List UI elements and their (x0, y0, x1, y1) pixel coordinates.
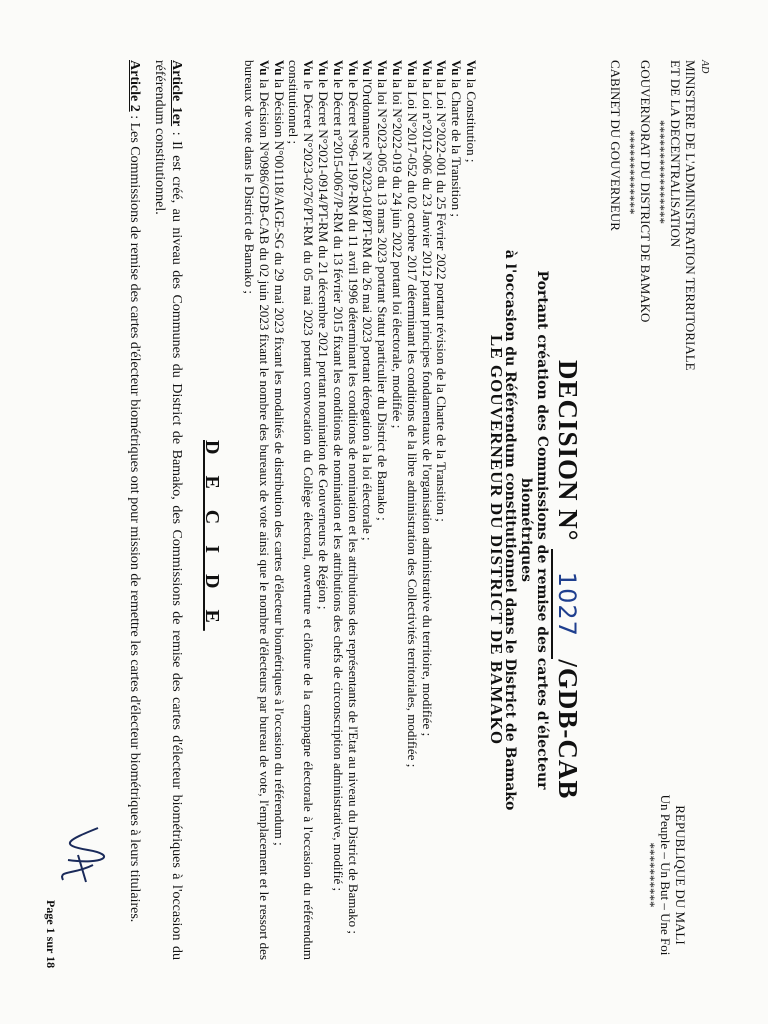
vu-item (404, 60, 419, 960)
decision-subtitle (502, 230, 550, 830)
cabinet-label: CABINET DU GOUVERNEUR (608, 60, 623, 231)
vu-keyword: Vu (464, 60, 479, 76)
vu-item (286, 60, 316, 960)
vu-text: la Loi n°2012-006 du 23 Janvier 2012 portant principes fondamentaux de l'organisation administrative du territoire, modifiée ; (419, 75, 435, 737)
vu-text: le Décret N°2023-0276/PT-RM du 05 mai 2023 portant convocation du Collège électoral, ouverture et clôture de la campagne électorale à l'occasion du référendum constitutionnel ; (286, 60, 317, 960)
decision-title (551, 360, 583, 799)
country-name: REPUBLIQUE DU MALI (673, 805, 688, 945)
vu-text: la Loi N°2017-052 du 02 octobre 2017 déterminant les conditions de la libre administration des Collectivités territoriales, modifiée ; (404, 75, 420, 768)
page-number: Page 1 sur 18 (44, 900, 58, 969)
vu-keyword: Vu (256, 60, 272, 76)
national-motto: Un Peuple – Un But – Une Foi (658, 794, 673, 956)
decision-prefix: DECISION N° (553, 360, 583, 542)
vu-text: la Charte de la Transition ; (449, 75, 465, 217)
vu-keyword: Vu (419, 60, 435, 76)
vu-item (271, 60, 286, 960)
vu-keyword: Vu (449, 60, 465, 76)
vu-text: la loi N°2022-019 du 24 juin 2022 portant loi électorale, modifiée ; (390, 75, 406, 429)
vu-item (419, 60, 434, 960)
vu-keyword: Vu (330, 60, 346, 76)
vu-item (330, 60, 345, 960)
signature-mark (43, 820, 108, 890)
vu-keyword: Vu (390, 60, 406, 76)
vu-text: le Décret N°2021-0914/PT-RM du 21 décembre 2021 portant nomination de Gouverneurs de Région ; (316, 75, 332, 610)
decide-heading: D E C I D E (201, 440, 223, 631)
decision-suffix: /GDB-CAB (553, 659, 583, 800)
vu-text: la Décision N°001118/AIGE-SG du 29 mai 2023 fixant les modalités de distribution des cartes d'électeur biométriques à l'occasion du référendum ; (271, 75, 287, 846)
article-2 (126, 60, 143, 960)
vu-text: la loi N°2023-005 du 13 mars 2023 portant Statut particulier du District de Bamako ; (375, 75, 391, 521)
vu-item (315, 60, 330, 960)
subtitle-line: Portant création des Commissions de remise des cartes d'électeur biométriques (518, 270, 550, 790)
margin-mark: AD (699, 60, 710, 74)
vu-keyword: Vu (434, 60, 450, 76)
header-stars: ********** (643, 842, 658, 908)
ministry-line2: ET DE LA DECENTRALISATION (668, 60, 683, 248)
ministry-line1: MINISTERE DE L'ADMINISTRATION TERRITORIALE (683, 60, 698, 371)
article-1 (151, 60, 185, 960)
vu-item (360, 60, 375, 960)
vu-item (374, 60, 389, 960)
header-left (608, 60, 698, 390)
header-stars: **************** (653, 120, 668, 224)
article-label: Article 2 (127, 60, 142, 112)
vu-item (241, 60, 271, 960)
vu-text: la Constitution ; (464, 75, 479, 163)
vu-list (241, 60, 478, 960)
header-stars: ************* (623, 130, 638, 215)
article-label: Article 1er (169, 60, 184, 127)
vu-text: l'Ordonnance N°2023-018/PT-RM du 26 mai 2023 portant dérogation à la loi électorale ; (360, 75, 376, 541)
vu-text: le Décret n°2015-0067/P-RM du 13 février 2015 fixant les conditions de nomination et les attributions des chefs de circonscription administrative, modifié ; (330, 75, 346, 892)
vu-keyword: Vu (360, 60, 376, 76)
subtitle-line: à l'occasion du Référendum constitutionnel dans le District de Bamako (502, 249, 518, 811)
article-text: : Les Commissions de remise des cartes d'électeur biométriques ont pour mission de remettre les cartes d'électeur biométriques à leurs titulaires. (127, 111, 142, 923)
vu-keyword: Vu (345, 60, 361, 76)
vu-keyword: Vu (301, 60, 317, 76)
vu-keyword: Vu (375, 60, 391, 76)
gouvernorat-label: GOUVERNORAT DU DISTRICT DE BAMAKO (638, 60, 653, 323)
article-text: : Il est créé, au niveau des Communes du District de Bamako, des Commissions de remise des cartes d'électeur biométriques à l'occasion du référendum constitutionnel. (152, 60, 184, 960)
decision-number: 1027 (551, 549, 581, 659)
vu-keyword: Vu (271, 60, 287, 76)
vu-item (448, 60, 463, 960)
vu-keyword: Vu (404, 60, 420, 76)
vu-item (434, 60, 449, 960)
vu-item (463, 60, 478, 960)
vu-text: la Loi N°2022-001 du 25 Février 2022 portant révision de la Charte de la Transition ; (434, 75, 450, 522)
vu-item (389, 60, 404, 960)
vu-text: la Décision N°0986/GDB-CAB du 02 juin 2023 fixant le nombre des bureaux de vote ainsi que le nombre d'électeurs par bureau de vote, l'emplacement et le ressort des bureaux de vote dans le District de Bamako ; (242, 60, 272, 960)
vu-item (345, 60, 360, 960)
authority-heading: LE GOUVERNEUR DU DISTRICT DE BAMAKO (487, 334, 506, 746)
vu-text: le Décret N°96-119/P-RM du 11 avril 1996 déterminant les conditions de nomination et les attributions des représentants de l'Etat au niveau du District de Bamako ; (345, 75, 361, 935)
vu-keyword: Vu (316, 60, 332, 76)
header-right (643, 760, 688, 990)
